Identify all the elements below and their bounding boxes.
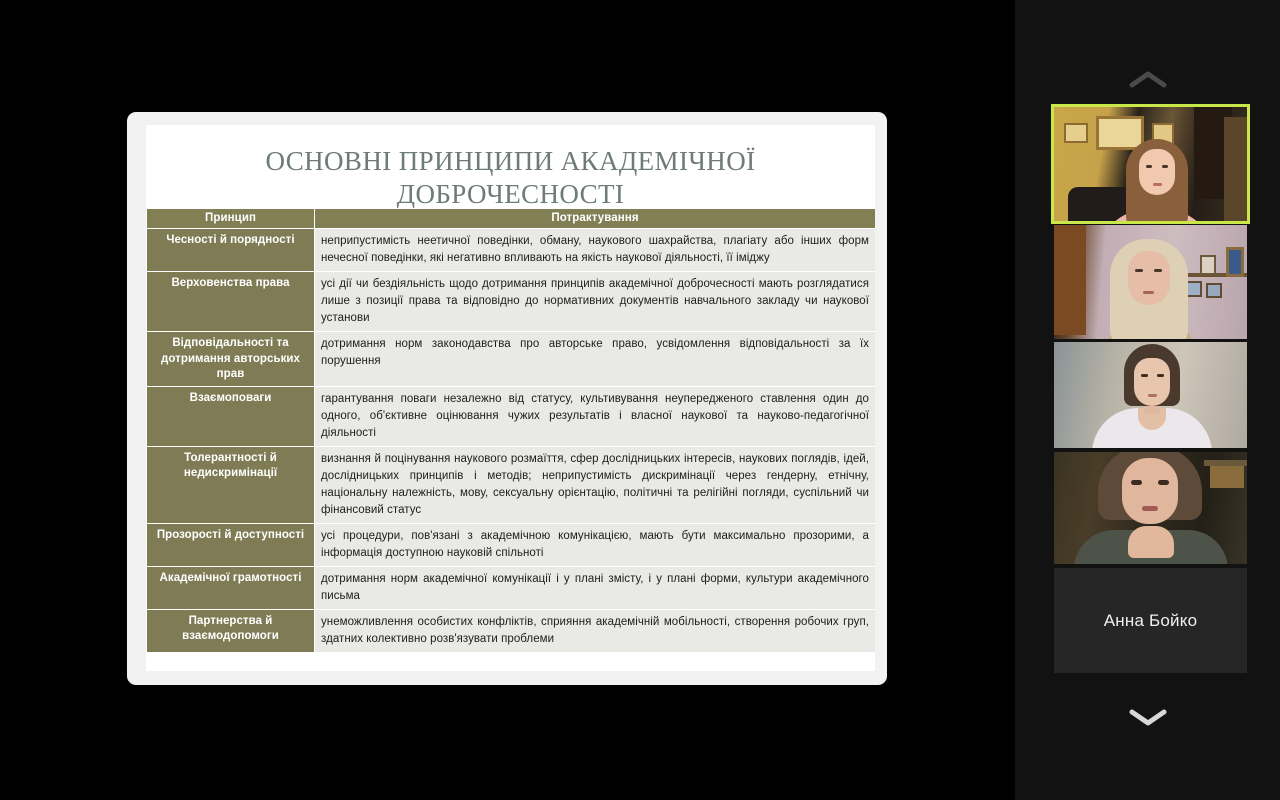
participant-tile[interactable] xyxy=(1054,107,1247,221)
participant-name-label: Анна Бойко xyxy=(1103,610,1198,630)
cell-meaning: дотримання норм академічної комунікації і у плані змісту, і у плані форми, культури академічного письма xyxy=(315,566,876,609)
cell-principle: Верховенства права xyxy=(147,272,315,332)
participant-video xyxy=(1054,452,1247,564)
table-row xyxy=(147,609,876,652)
table-row xyxy=(147,272,876,332)
cell-meaning: дотримання норм законодавства про авторське право, усвідомлення відповідальності за їх порушення xyxy=(315,332,876,387)
table-row xyxy=(147,332,876,387)
table-row xyxy=(147,386,876,446)
participant-tile[interactable] xyxy=(1054,452,1247,564)
participant-video xyxy=(1054,342,1247,448)
cell-meaning: унеможливлення особистих конфліктів, сприяння академічній мобільності, створення робочих груп, здатних колективно розв'язувати проблеми xyxy=(315,609,876,652)
filmstrip-scroll-down-button[interactable] xyxy=(1015,697,1280,737)
cell-principle: Чесності й порядності xyxy=(147,229,315,272)
cell-principle: Взаємоповаги xyxy=(147,386,315,446)
participant-tile-camera-off[interactable] xyxy=(1054,568,1247,673)
webcam-scene xyxy=(1054,107,1247,221)
participant-video xyxy=(1054,225,1247,339)
cell-principle: Академічної грамотності xyxy=(147,566,315,609)
table-row xyxy=(147,523,876,566)
chevron-up-icon xyxy=(1126,68,1170,92)
presentation-slide xyxy=(146,125,875,671)
webcam-scene xyxy=(1054,452,1247,564)
participant-tile[interactable] xyxy=(1054,342,1247,448)
cell-meaning: гарантування поваги незалежно від статусу, культивування неупередженого ставлення один до одного, об'єктивне оцінювання чужих результатів і власної наукової та науково-педагогічної діяльності xyxy=(315,386,876,446)
chevron-down-icon xyxy=(1126,705,1170,729)
column-header-principle: Принцип xyxy=(147,209,315,229)
principles-table-body xyxy=(147,229,876,653)
table-row xyxy=(147,229,876,272)
participant-video xyxy=(1054,107,1247,221)
table-row xyxy=(147,446,876,523)
cell-principle: Прозорості й доступності xyxy=(147,523,315,566)
cell-principle: Толерантності й недискримінації xyxy=(147,446,315,523)
cell-principle: Партнерства й взаємодопомоги xyxy=(147,609,315,652)
presentation-slide-frame xyxy=(127,112,887,685)
participant-tile[interactable] xyxy=(1054,225,1247,339)
filmstrip-scroll-up-button[interactable] xyxy=(1015,60,1280,100)
webcam-scene xyxy=(1054,342,1247,448)
cell-meaning: усі процедури, пов'язані з академічною комунікацією, мають бути максимально прозорими, а інформація доступною науковій спільноті xyxy=(315,523,876,566)
column-header-meaning: Потрактування xyxy=(315,209,876,229)
slide-title: ОСНОВНІ ПРИНЦИПИ АКАДЕМІЧНОЇ ДОБРОЧЕСНОСТІ xyxy=(265,146,756,209)
cell-meaning: неприпустимість неетичної поведінки, обману, наукового шахрайства, плагіату або інших форм нечесної поведінки, які негативно впливають на якість наукової діяльності, її іміджу xyxy=(315,229,876,272)
cell-principle: Відповідальності та дотримання авторських прав xyxy=(147,332,315,387)
principles-table xyxy=(146,208,875,653)
table-header-row xyxy=(147,209,876,229)
cell-meaning: визнання й поцінування наукового розмаїття, сфер дослідницьких інтересів, наукових поглядів, ідей, дослідницьких принципів і методів; неприпустимість дискримінації через гендерну, етнічну, національну належність, мову, сексуальну орієнтацію, політичні та релігійні погляди, суспільний чи фінансовий статус xyxy=(315,446,876,523)
cell-meaning: усі дії чи бездіяльність щодо дотримання принципів академічної доброчесності мають розглядатися лише з позиції права та відповідно до нормативних документів навчального закладу чи наукової установи xyxy=(315,272,876,332)
table-row xyxy=(147,566,876,609)
webcam-scene xyxy=(1054,225,1247,339)
